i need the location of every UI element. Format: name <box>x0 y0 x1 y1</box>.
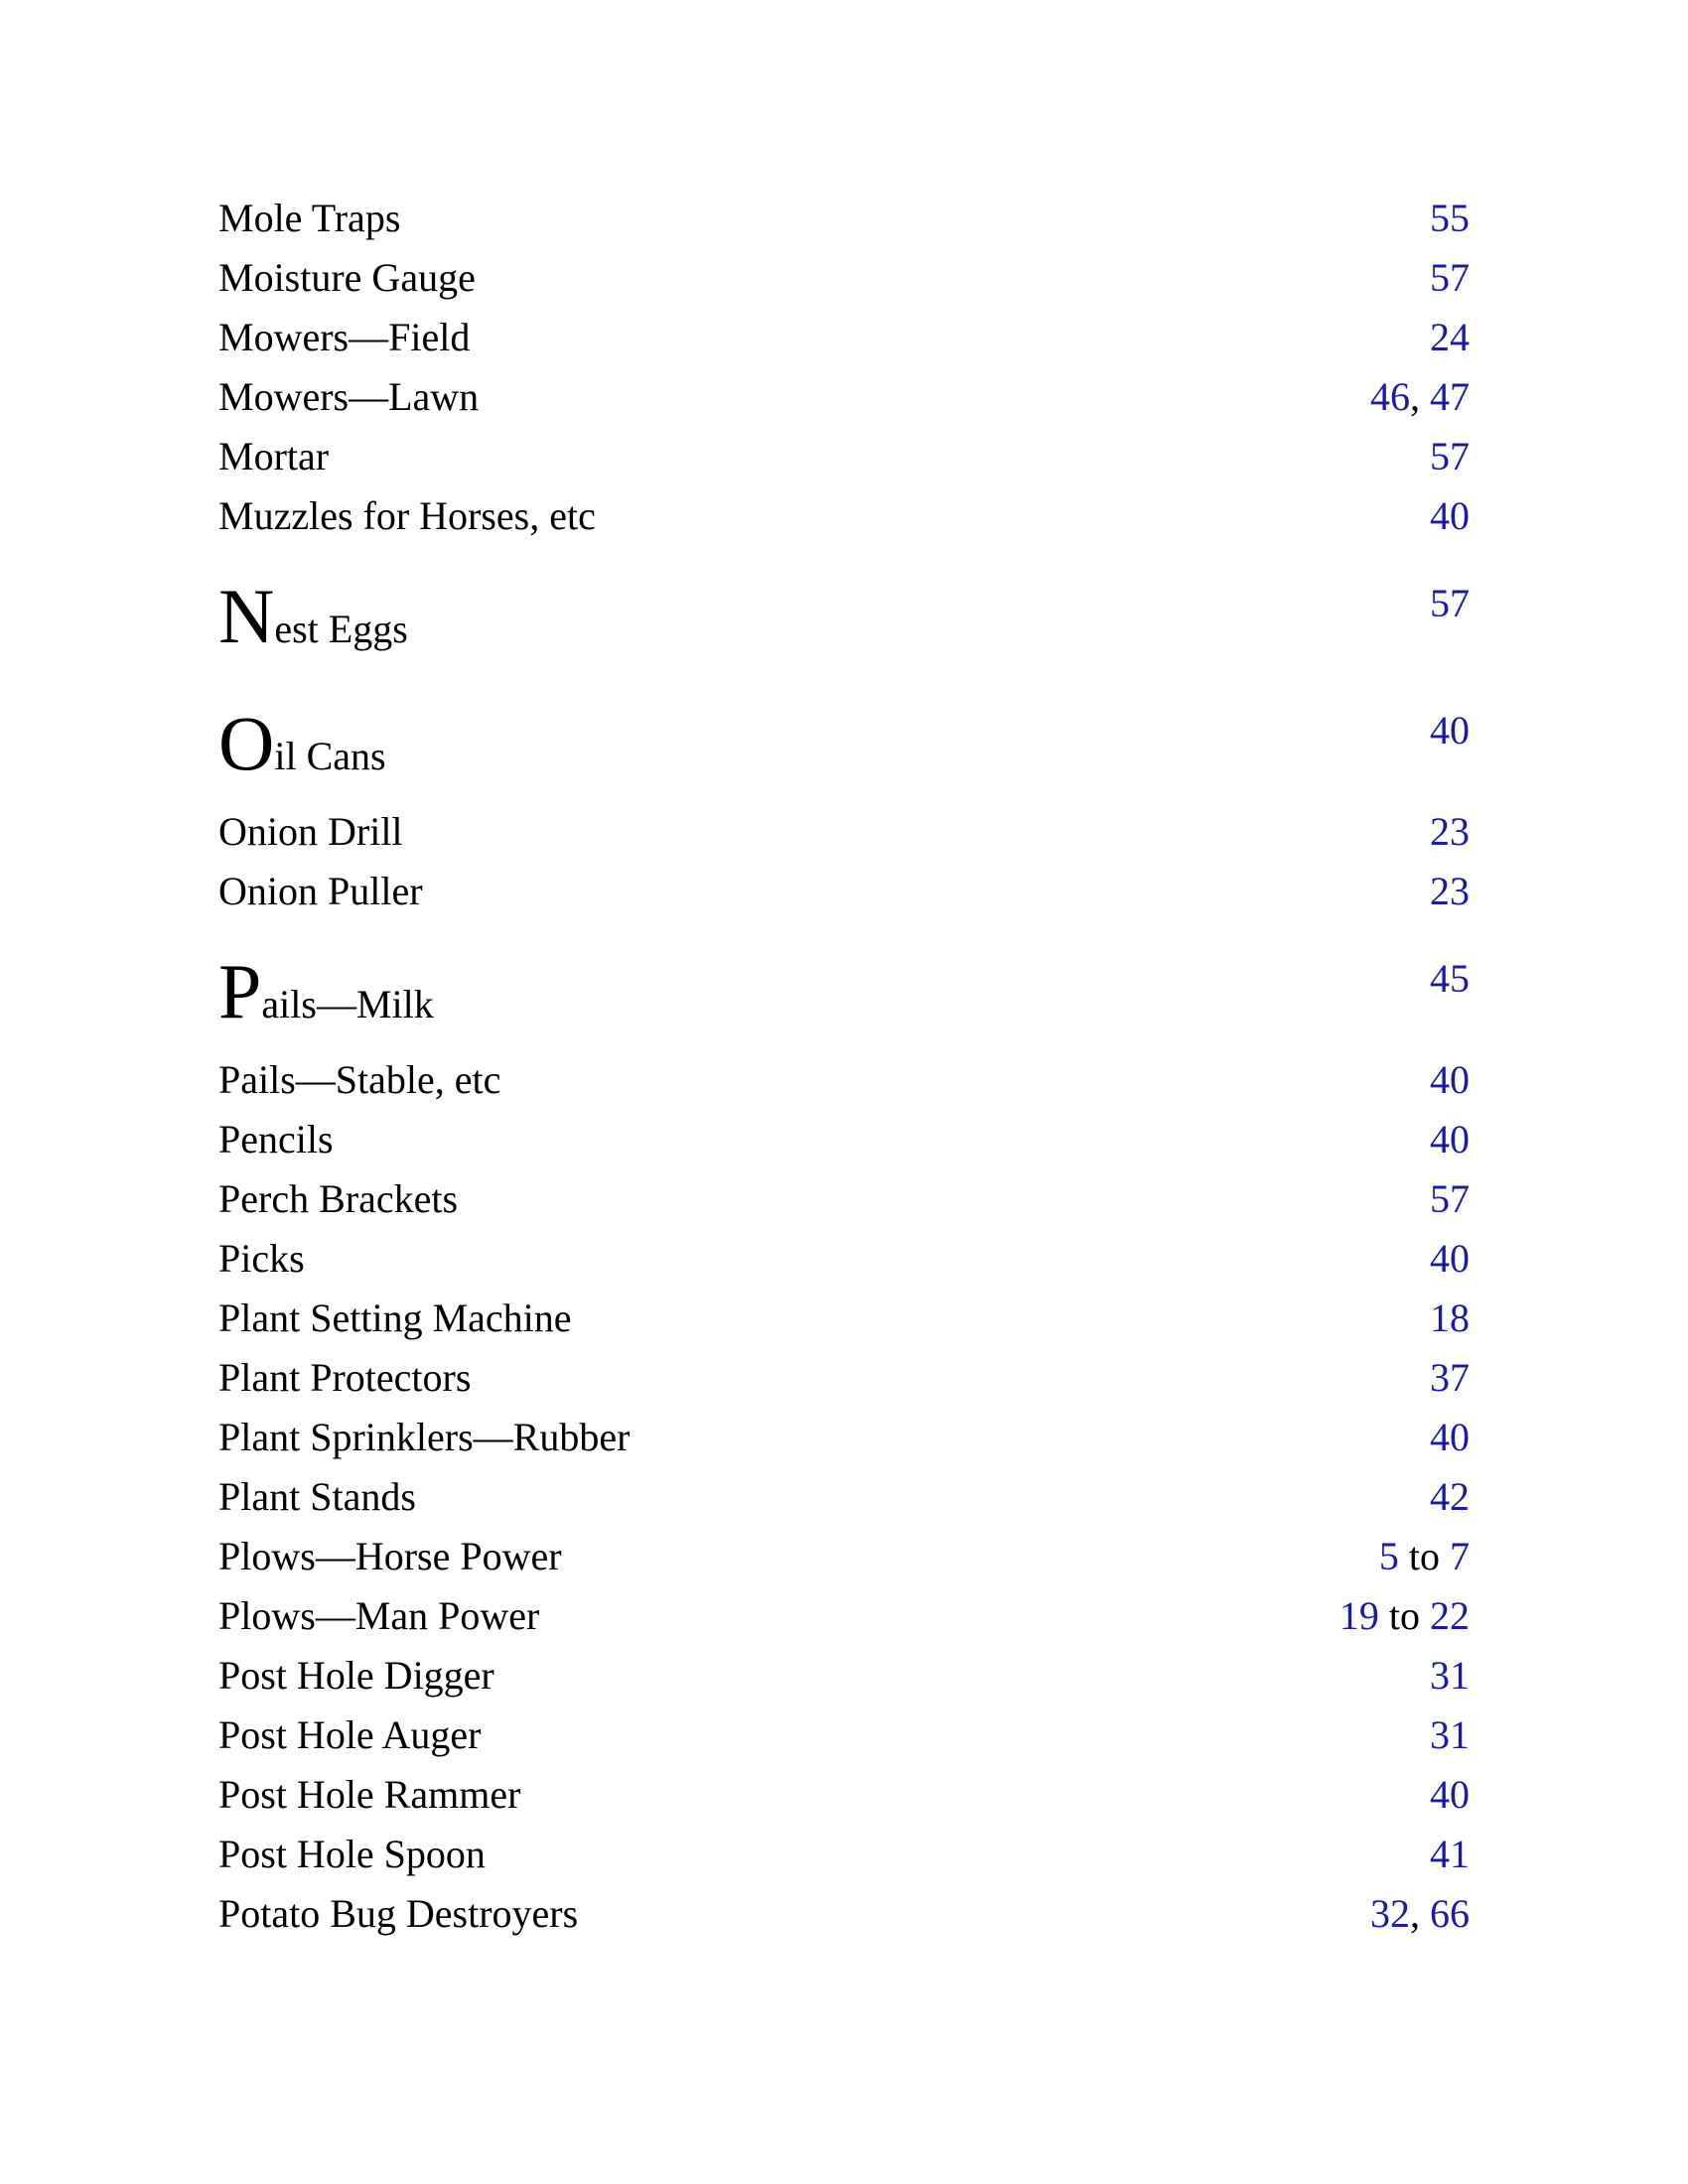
entry-term-text: Mortar <box>218 434 330 478</box>
entry-term <box>218 1355 472 1400</box>
index-entry <box>218 417 1470 477</box>
section-initial: P <box>218 948 262 1034</box>
entry-pages <box>1430 809 1470 854</box>
entry-term-text: ails—Milk <box>261 982 434 1026</box>
entry-term <box>218 1474 416 1519</box>
page-link[interactable]: 57 <box>1430 581 1470 625</box>
entry-term-text: est Eggs <box>274 607 408 651</box>
page-link[interactable]: 32 <box>1370 1891 1410 1936</box>
entry-term <box>218 434 330 478</box>
page-link[interactable]: 66 <box>1430 1891 1470 1936</box>
page-link[interactable]: 47 <box>1430 374 1470 419</box>
page-link[interactable]: 40 <box>1430 493 1470 538</box>
index-entry <box>218 1696 1470 1755</box>
entry-term <box>218 869 423 913</box>
entry-term-text: Post Hole Rammer <box>218 1772 521 1817</box>
page-link[interactable]: 37 <box>1430 1355 1470 1400</box>
entry-term-text: Pails—Stable, etc <box>218 1057 501 1102</box>
index-entry <box>218 1338 1470 1398</box>
page-link[interactable]: 55 <box>1430 196 1470 240</box>
entry-pages <box>1430 1712 1470 1757</box>
entry-term <box>218 1117 334 1161</box>
entry-pages <box>1430 956 1470 1001</box>
page-link[interactable]: 22 <box>1430 1593 1470 1638</box>
index-entry <box>218 792 1470 852</box>
entry-term-text: Potato Bug Destroyers <box>218 1891 579 1936</box>
entry-term-text: Plant Setting Machine <box>218 1296 572 1340</box>
entry-term-text: Muzzles for Horses, etc <box>218 493 596 538</box>
entry-pages <box>1370 374 1470 419</box>
index-entry <box>218 298 1470 357</box>
entry-pages <box>1430 1772 1470 1817</box>
entry-pages <box>1430 1355 1470 1400</box>
section-initial: N <box>218 573 275 659</box>
page-link[interactable]: 41 <box>1430 1832 1470 1876</box>
entry-pages <box>1430 708 1470 752</box>
entry-term <box>218 1176 459 1221</box>
entry-term-text: Onion Drill <box>218 809 403 854</box>
page-link[interactable]: 5 <box>1378 1534 1399 1578</box>
page-link[interactable]: 23 <box>1430 809 1470 854</box>
entry-term-text: Plant Sprinklers—Rubber <box>218 1415 631 1459</box>
index-entry <box>218 1576 1470 1636</box>
entry-term-text: Mole Traps <box>218 196 401 240</box>
page-link[interactable]: 40 <box>1430 1236 1470 1281</box>
index-entry <box>218 1398 1470 1457</box>
page-link[interactable]: 18 <box>1430 1296 1470 1340</box>
page-link[interactable]: 40 <box>1430 1057 1470 1102</box>
entry-pages <box>1370 1891 1470 1936</box>
entry-term <box>218 573 408 659</box>
page-link[interactable]: 40 <box>1430 1415 1470 1459</box>
entry-term-text: Plant Protectors <box>218 1355 472 1400</box>
entry-term <box>218 809 403 854</box>
page-separator: to <box>1398 1534 1450 1578</box>
entry-pages <box>1430 581 1470 625</box>
entry-pages <box>1338 1593 1470 1638</box>
entry-term <box>218 1236 305 1281</box>
index-list <box>218 0 1470 2184</box>
entry-term <box>218 315 471 359</box>
index-entry <box>218 948 1470 1034</box>
index-entry <box>218 1815 1470 1874</box>
entry-term-text: Post Hole Spoon <box>218 1832 486 1876</box>
entry-term-text: Plows—Man Power <box>218 1593 540 1638</box>
entry-term <box>218 374 480 419</box>
page-link[interactable]: 7 <box>1450 1534 1470 1578</box>
index-entry <box>218 1219 1470 1279</box>
page-link[interactable]: 19 <box>1338 1593 1379 1638</box>
page-link[interactable]: 40 <box>1430 708 1470 752</box>
entry-term-text: Moisture Gauge <box>218 255 476 300</box>
entry-term <box>218 1298 572 1338</box>
index-entry <box>218 1517 1470 1576</box>
entry-term <box>218 1534 562 1578</box>
page-link[interactable]: 31 <box>1430 1712 1470 1757</box>
entry-term <box>218 1772 521 1817</box>
entry-term-text: Onion Puller <box>218 869 423 913</box>
entry-term-text: Plant Stands <box>218 1474 416 1519</box>
entry-pages <box>1430 1236 1470 1281</box>
page-separator: , <box>1410 1891 1430 1936</box>
entry-pages <box>1378 1534 1470 1578</box>
page-link[interactable]: 31 <box>1430 1653 1470 1698</box>
page-separator: , <box>1410 374 1430 419</box>
page-link[interactable]: 46 <box>1370 374 1410 419</box>
index-entry <box>218 700 1470 786</box>
page-separator: to <box>1378 1593 1430 1638</box>
entry-pages <box>1430 1832 1470 1876</box>
entry-term <box>218 255 476 300</box>
entry-term-text: Perch Brackets <box>218 1176 459 1221</box>
index-entry <box>218 1040 1470 1100</box>
page-link[interactable]: 42 <box>1430 1474 1470 1519</box>
entry-term <box>218 196 401 240</box>
entry-pages <box>1430 1176 1470 1221</box>
entry-term <box>218 948 434 1034</box>
entry-term-text: Picks <box>218 1236 305 1281</box>
page-link[interactable]: 45 <box>1430 956 1470 1001</box>
entry-term-text: Mowers—Lawn <box>218 374 480 419</box>
page-link[interactable]: 24 <box>1430 315 1470 359</box>
entry-term <box>218 1415 631 1459</box>
entry-pages <box>1430 869 1470 913</box>
entry-term <box>218 1593 540 1638</box>
entry-pages <box>1430 1653 1470 1698</box>
entry-term-text: Post Hole Digger <box>218 1653 494 1698</box>
index-entry <box>218 1160 1470 1219</box>
entry-pages <box>1430 315 1470 359</box>
index-entry <box>218 852 1470 911</box>
entry-term <box>218 1653 494 1698</box>
entry-term-text: Post Hole Auger <box>218 1712 482 1757</box>
index-entry <box>218 1457 1470 1517</box>
page-link[interactable]: 57 <box>1430 255 1470 300</box>
index-entry <box>218 573 1470 659</box>
entry-pages <box>1430 196 1470 240</box>
page-link[interactable]: 40 <box>1430 1117 1470 1161</box>
entry-pages <box>1430 1298 1470 1338</box>
page-link[interactable]: 23 <box>1430 869 1470 913</box>
index-entry <box>218 1636 1470 1696</box>
index-entry <box>218 357 1470 417</box>
index-entry <box>218 477 1470 536</box>
entry-pages <box>1430 1057 1470 1102</box>
index-entry <box>218 1755 1470 1815</box>
entry-pages <box>1430 255 1470 300</box>
entry-term-text: il Cans <box>274 734 386 778</box>
entry-term <box>218 493 596 538</box>
entry-pages <box>1430 434 1470 478</box>
entry-term <box>218 1057 501 1102</box>
entry-term <box>218 700 386 786</box>
entry-term <box>218 1712 482 1757</box>
page-link[interactable]: 57 <box>1430 434 1470 478</box>
entry-term-text: Mowers—Field <box>218 315 471 359</box>
index-entry <box>218 179 1470 238</box>
entry-pages <box>1430 493 1470 538</box>
index-entry <box>218 238 1470 298</box>
index-entry <box>218 1279 1470 1338</box>
entry-pages <box>1430 1415 1470 1459</box>
entry-term <box>218 1891 579 1936</box>
entry-term-text: Plows—Horse Power <box>218 1534 562 1578</box>
page-link[interactable]: 40 <box>1430 1772 1470 1817</box>
entry-pages <box>1430 1117 1470 1161</box>
entry-term-text: Pencils <box>218 1117 334 1161</box>
page-link[interactable]: 57 <box>1430 1176 1470 1221</box>
entry-term <box>218 1832 486 1876</box>
index-entry <box>218 1100 1470 1160</box>
entry-pages <box>1430 1474 1470 1519</box>
section-initial: O <box>218 700 275 786</box>
index-entry <box>218 1874 1470 1934</box>
